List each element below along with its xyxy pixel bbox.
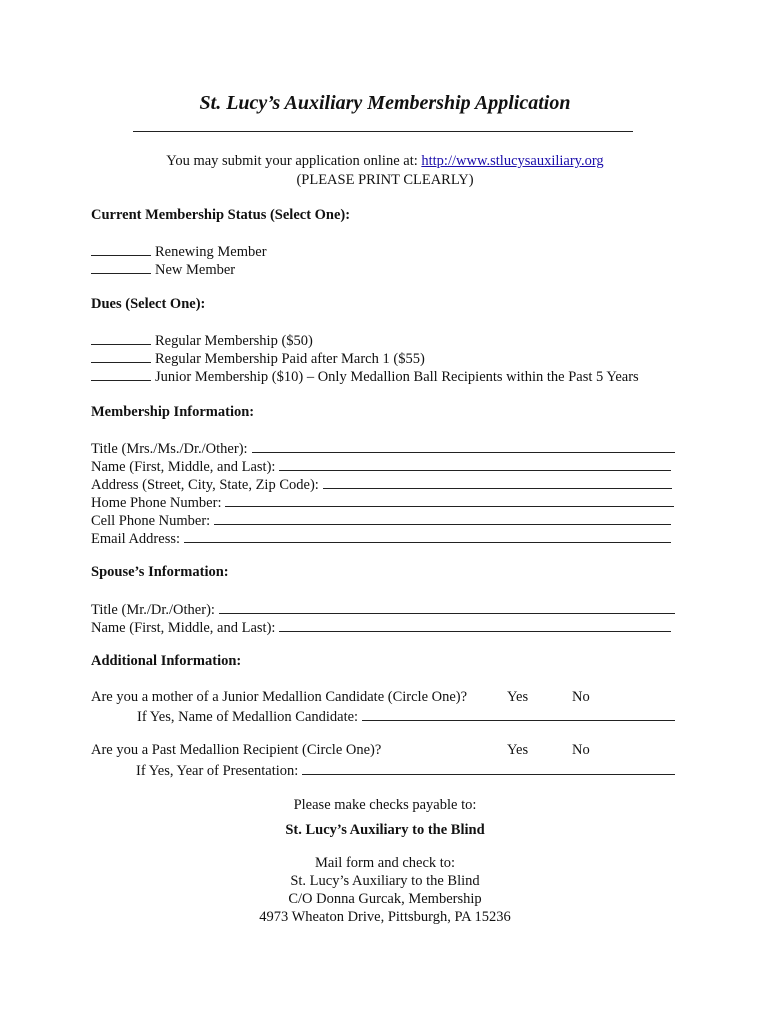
- status-heading: Current Membership Status (Select One):: [91, 207, 351, 223]
- field-label: Title (Mrs./Ms./Dr./Other):: [91, 441, 248, 457]
- field-label: If Yes, Name of Medallion Candidate:: [137, 709, 359, 725]
- spouse-title-field[interactable]: [91, 600, 675, 619]
- field-label: Name (First, Middle, and Last):: [91, 459, 276, 475]
- mail-line-contact: C/O Donna Gurcak, Membership: [288, 891, 482, 907]
- past-recipient-question: Are you a Past Medallion Recipient (Circle One)?: [91, 742, 382, 758]
- field-label: Email Address:: [91, 531, 181, 547]
- dues-blank[interactable]: [91, 350, 151, 363]
- additional-heading: Additional Information:: [91, 653, 242, 669]
- status-option-new[interactable]: [91, 261, 235, 279]
- junior-candidate-question: Are you a mother of a Junior Medallion Candidate (Circle One)?: [91, 689, 468, 705]
- presentation-year-field[interactable]: [136, 761, 675, 780]
- member-address-field[interactable]: [91, 475, 672, 494]
- member-home-phone-field[interactable]: [91, 493, 674, 512]
- dues-heading: Dues (Select One):: [91, 296, 206, 312]
- member-home-phone-input[interactable]: [225, 493, 674, 507]
- q2-no-option[interactable]: No: [572, 742, 590, 758]
- dues-option-label: Junior Membership ($10) – Only Medallion Ball Recipients within the Past 5 Years: [155, 369, 639, 385]
- member-title-input[interactable]: [252, 439, 675, 453]
- member-cell-phone-field[interactable]: [91, 511, 671, 530]
- spouse-name-input[interactable]: [279, 618, 671, 632]
- dues-blank[interactable]: [91, 332, 151, 345]
- q1-yes-option[interactable]: Yes: [507, 689, 529, 705]
- dues-option-regular[interactable]: [91, 332, 313, 350]
- candidate-name-field[interactable]: [137, 707, 675, 726]
- member-name-input[interactable]: [279, 457, 671, 471]
- website-link[interactable]: http://www.stlucysauxiliary.org: [421, 153, 604, 169]
- member-cell-phone-input[interactable]: [214, 511, 671, 525]
- member-title-field[interactable]: [91, 439, 675, 458]
- spouse-name-field[interactable]: [91, 618, 671, 637]
- status-blank[interactable]: [91, 261, 151, 274]
- spouse-heading: Spouse’s Information:: [91, 564, 229, 580]
- dues-option-regular-late[interactable]: [91, 350, 425, 368]
- field-label: If Yes, Year of Presentation:: [136, 763, 299, 779]
- online-text: You may submit your application online at:: [166, 153, 422, 169]
- checks-payable-note: Please make checks payable to:: [293, 797, 477, 813]
- member-address-input[interactable]: [323, 475, 672, 489]
- field-label: Address (Street, City, State, Zip Code):: [91, 477, 319, 493]
- spouse-title-input[interactable]: [219, 600, 675, 614]
- field-label: Cell Phone Number:: [91, 513, 211, 529]
- status-blank[interactable]: [91, 243, 151, 256]
- mail-heading: Mail form and check to:: [314, 855, 456, 871]
- payee-name: St. Lucy’s Auxiliary to the Blind: [285, 822, 485, 838]
- member-name-field[interactable]: [91, 457, 671, 476]
- field-label: Home Phone Number:: [91, 495, 222, 511]
- q2-yes-option[interactable]: Yes: [507, 742, 529, 758]
- member-email-input[interactable]: [184, 529, 671, 543]
- mail-line-address: 4973 Wheaton Drive, Pittsburgh, PA 15236: [259, 909, 511, 925]
- status-option-label: New Member: [155, 262, 236, 278]
- membership-heading: Membership Information:: [91, 404, 255, 420]
- page-title: St. Lucy’s Auxiliary Membership Application: [199, 92, 571, 114]
- q1-no-option[interactable]: No: [572, 689, 590, 705]
- dues-blank[interactable]: [91, 368, 151, 381]
- print-clearly-note: (PLEASE PRINT CLEARLY): [296, 172, 474, 188]
- dues-option-label: Regular Membership Paid after March 1 ($55): [155, 351, 425, 367]
- status-option-renewing[interactable]: [91, 243, 267, 261]
- online-submission-note: [0, 153, 770, 170]
- member-email-field[interactable]: [91, 529, 671, 548]
- field-label: Name (First, Middle, and Last):: [91, 620, 276, 636]
- status-option-label: Renewing Member: [155, 244, 267, 260]
- title-divider: [133, 131, 633, 132]
- presentation-year-input[interactable]: [302, 761, 675, 775]
- mail-line-organization: St. Lucy’s Auxiliary to the Blind: [290, 873, 480, 889]
- candidate-name-input[interactable]: [362, 707, 675, 721]
- dues-option-label: Regular Membership ($50): [155, 333, 313, 349]
- field-label: Title (Mr./Dr./Other):: [91, 602, 215, 618]
- dues-option-junior[interactable]: [91, 368, 639, 386]
